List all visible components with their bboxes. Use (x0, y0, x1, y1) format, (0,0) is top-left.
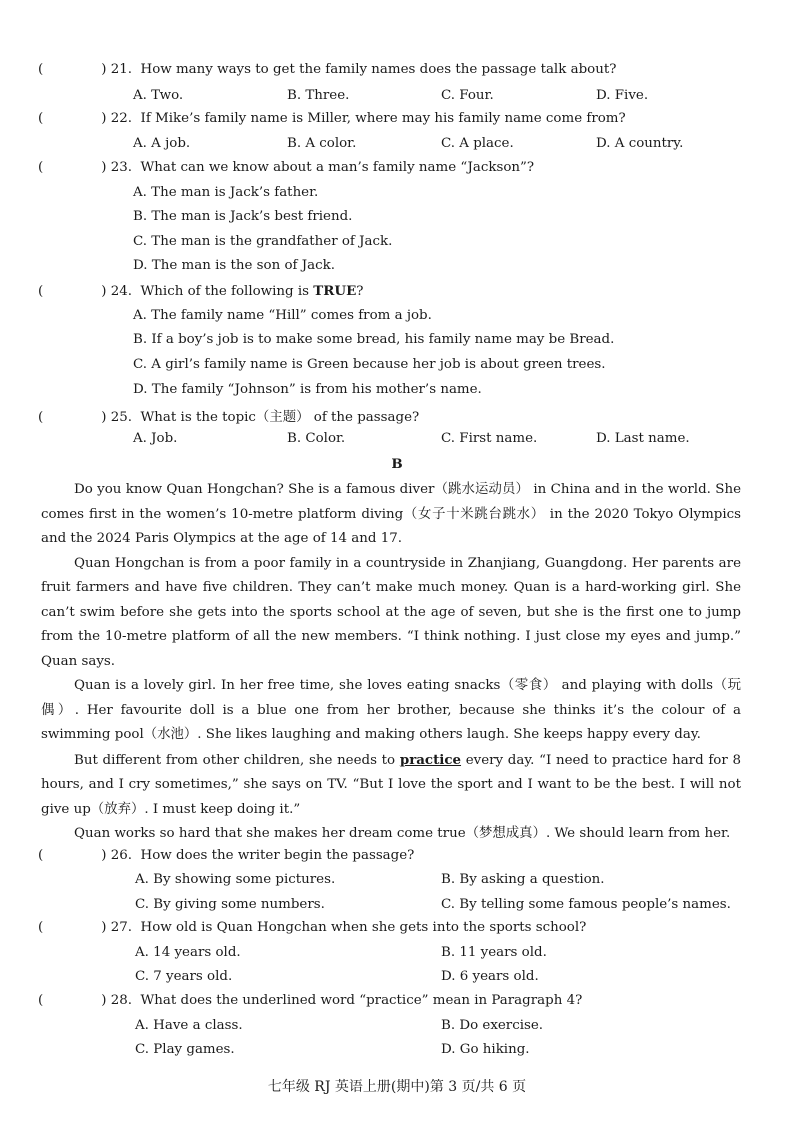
paragraph-4-post: every day. “I need to practice hard for 8 hours, and I cry sometimes,” she says on TV. “But I love the sport and I want to be the best. I will not give up（放弃）. I must keep doing it.” (41, 752, 741, 817)
question-stem: What is the topic（主题） of the passage? (140, 410, 420, 425)
reading-passage (41, 478, 741, 847)
option-23-b[interactable]: B. The man is Jack’s best friend. (133, 209, 353, 224)
question-27 (38, 920, 586, 935)
question-stem: What can we know about a man’s family name “Jackson”? (140, 160, 535, 175)
question-number: ) 25. (101, 410, 133, 425)
option-24-b[interactable]: B. If a boy’s job is to make some bread, his family name may be Bread. (133, 332, 615, 347)
question-number: ) 26. (101, 848, 133, 863)
question-25 (38, 406, 419, 425)
answer-bracket[interactable]: ( (38, 62, 44, 77)
question-number: ) 21. (101, 62, 133, 77)
option-21-a[interactable]: A. Two. (133, 88, 184, 103)
option-22-b[interactable]: B. A color. (287, 136, 357, 151)
option-28-b[interactable]: B. Do exercise. (441, 1018, 544, 1033)
question-number: ) 28. (101, 993, 133, 1008)
option-23-d[interactable]: D. The man is the son of Jack. (133, 258, 335, 273)
question-22 (38, 111, 626, 126)
answer-bracket[interactable]: ( (38, 920, 44, 935)
question-stem-bold: TRUE (313, 283, 357, 299)
answer-bracket[interactable]: ( (38, 993, 44, 1008)
option-25-c[interactable]: C. First name. (441, 431, 538, 446)
question-stem: How many ways to get the family names does the passage talk about? (140, 62, 617, 77)
question-number: ) 23. (101, 160, 133, 175)
option-22-c[interactable]: C. A place. (441, 136, 514, 151)
option-21-b[interactable]: B. Three. (287, 88, 350, 103)
option-25-d[interactable]: D. Last name. (596, 431, 690, 446)
question-23 (38, 160, 534, 175)
question-stem: If Mike’s family name is Miller, where may his family name come from? (140, 111, 626, 126)
paragraph-4-pre: But different from other children, she needs to (74, 752, 400, 768)
option-24-d[interactable]: D. The family “Johnson” is from his mother’s name. (133, 382, 482, 397)
paragraph-3: Quan is a lovely girl. In her free time, she loves eating snacks（零食） and playing with dolls（玩偶）. Her favourite doll is a blue one from her brother, because she thinks it’s the colour of a swimming pool（水池）. She likes laughing and making others laugh. She keeps happy every day. (41, 678, 741, 742)
answer-bracket[interactable]: ( (38, 848, 44, 863)
question-24 (38, 283, 363, 299)
option-26-a[interactable]: A. By showing some pictures. (135, 872, 336, 887)
option-28-c[interactable]: C. Play games. (135, 1042, 235, 1057)
option-26-b[interactable]: B. By asking a question. (441, 872, 605, 887)
underlined-word-practice: practice (399, 751, 462, 768)
answer-bracket[interactable]: ( (38, 111, 44, 126)
question-stem: What does the underlined word “practice” mean in Paragraph 4? (140, 993, 583, 1008)
question-number: ) 22. (101, 111, 133, 126)
option-27-a[interactable]: A. 14 years old. (135, 945, 241, 960)
paragraph-1: Do you know Quan Hongchan? She is a famous diver（跳水运动员） in China and in the world. She comes first in the women’s 10-metre platform diving（女子十米跳台跳水） in the 2020 Tokyo Olympics and the 2024 Paris Olympics at the age of 14 and 17. (41, 482, 741, 546)
option-27-c[interactable]: C. 7 years old. (135, 969, 233, 984)
question-stem: How old is Quan Hongchan when she gets into the sports school? (140, 920, 587, 935)
question-number: ) 24. (101, 284, 133, 299)
option-27-d[interactable]: D. 6 years old. (441, 969, 539, 984)
section-label: B (391, 456, 403, 472)
question-26 (38, 848, 414, 863)
question-number: ) 27. (101, 920, 133, 935)
paragraph-2: Quan Hongchan is from a poor family in a countryside in Zhanjiang, Guangdong. Her parents are fruit farmers and have five children. They can’t make much money. Quan is a hard-working girl. She can’t swim before she gets into the sports school at the age of seven, but she is the first one to jump from the 10-metre platform of all the new members. “I think nothing. I just close my eyes and jump.” Quan says. (41, 555, 741, 669)
option-28-d[interactable]: D. Go hiking. (441, 1042, 530, 1057)
question-stem-post: ? (356, 284, 364, 299)
answer-bracket[interactable]: ( (38, 284, 44, 299)
question-stem: How does the writer begin the passage? (140, 848, 415, 863)
option-23-a[interactable]: A. The man is Jack’s father. (133, 185, 319, 200)
option-23-c[interactable]: C. The man is the grandfather of Jack. (133, 234, 393, 249)
option-24-a[interactable]: A. The family name “Hill” comes from a job. (133, 308, 432, 323)
paragraph-5: Quan works so hard that she makes her dream come true（梦想成真）. We should learn from her. (74, 826, 731, 841)
option-25-b[interactable]: B. Color. (287, 431, 346, 446)
option-21-d[interactable]: D. Five. (596, 88, 649, 103)
question-stem-pre: Which of the following is (140, 284, 314, 299)
option-26-d[interactable]: C. By telling some famous people’s names. (441, 897, 731, 912)
option-25-a[interactable]: A. Job. (133, 431, 178, 446)
answer-bracket[interactable]: ( (38, 160, 44, 175)
option-27-b[interactable]: B. 11 years old. (441, 945, 547, 960)
option-22-d[interactable]: D. A country. (596, 136, 684, 151)
option-28-a[interactable]: A. Have a class. (135, 1018, 243, 1033)
option-22-a[interactable]: A. A job. (133, 136, 191, 151)
question-21 (38, 62, 616, 77)
option-21-c[interactable]: C. Four. (441, 88, 494, 103)
option-24-c[interactable]: C. A girl’s family name is Green because her job is about green trees. (133, 357, 606, 372)
option-26-c[interactable]: C. By giving some numbers. (135, 897, 325, 912)
page-footer: 七年级 RJ 英语上册(期中)第 3 页/共 6 页 (267, 1079, 527, 1095)
answer-bracket[interactable]: ( (38, 410, 44, 425)
paragraph-4 (41, 748, 741, 823)
question-28 (38, 993, 582, 1008)
